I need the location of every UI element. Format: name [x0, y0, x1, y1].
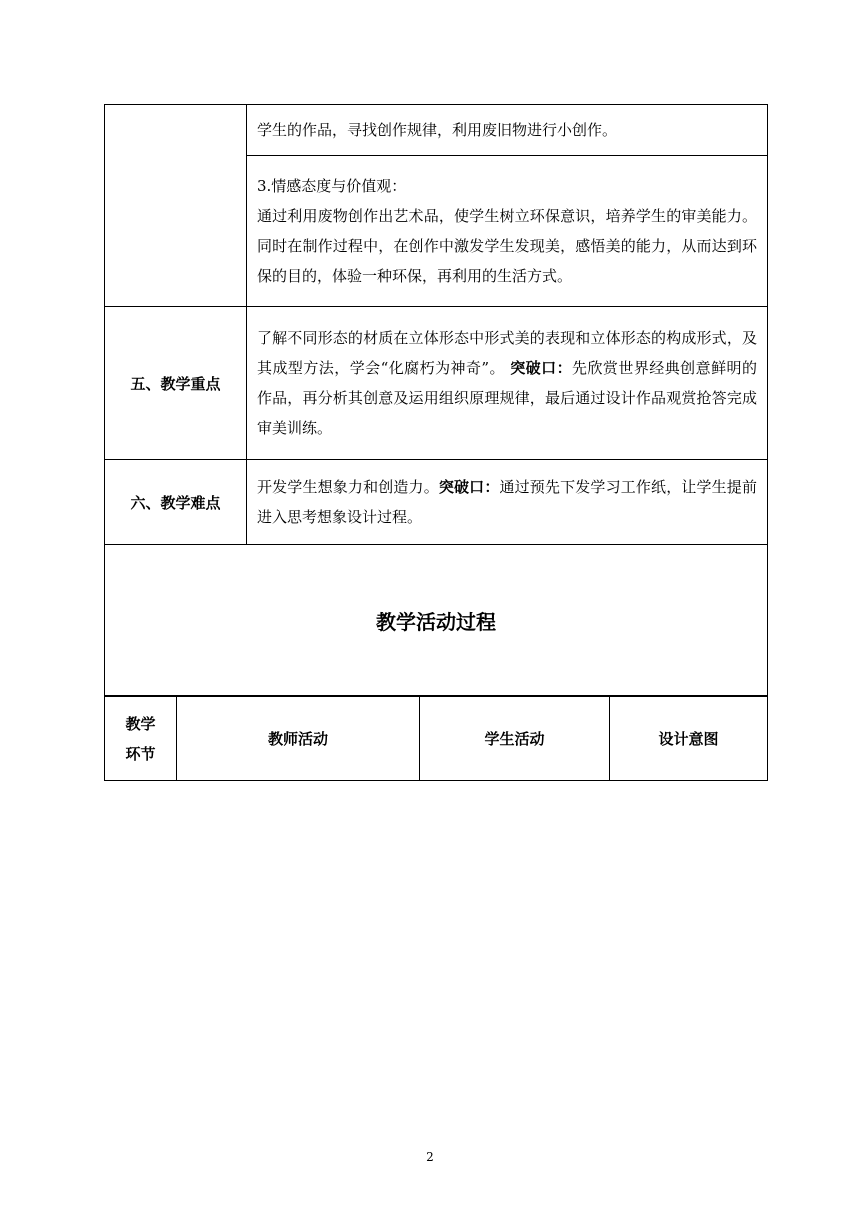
table-row — [105, 545, 768, 696]
header-stage-line2: 环节 — [125, 744, 156, 763]
difficulty-text-after: 通过预先下发学习工作纸，让学生提前进入思考想象设计过程。 — [257, 478, 757, 526]
key-point-text — [257, 323, 757, 443]
key-point-cell — [247, 307, 768, 460]
process-title: 教学活动过程 — [105, 545, 768, 696]
difficulty-breakthrough-label: 突破口： — [438, 478, 500, 496]
key-point-text-after: 先欣赏世界经典创意鲜明的作品，再分析其创意及运用组织原理规律，最后通过设计作品观赏抢答完成审美训练。 — [257, 359, 757, 437]
header-stage — [105, 697, 177, 781]
objectives-continued-cell — [247, 105, 768, 156]
emotion-title: 3.情感态度与价值观： — [257, 177, 407, 195]
header-stage-line1: 教学 — [125, 714, 156, 733]
header-student-activity: 学生活动 — [420, 697, 610, 781]
table-row — [105, 697, 768, 781]
table-row — [105, 460, 768, 545]
table-row — [105, 105, 768, 156]
header-design-intent: 设计意图 — [610, 697, 768, 781]
key-point-breakthrough-label: 突破口： — [510, 359, 573, 377]
lesson-plan-table — [104, 104, 768, 696]
objectives-line: 学生的作品，寻找创作规律，利用废旧物进行小创作。 — [257, 121, 618, 139]
difficulty-text — [257, 472, 757, 532]
key-point-text-before: 了解不同形态的材质在立体形态中形式美的表现和立体形态的构成形式，及其成型方法，学会“化腐朽为神奇”。 — [257, 329, 757, 377]
emotion-cell — [247, 156, 768, 307]
emotion-text: 通过利用废物创作出艺术品，使学生树立环保意识，培养学生的审美能力。同时在制作过程中，在创作中激发学生发现美，感悟美的能力，从而达到环保的目的，体验一种环保，再利用的生活方式。 — [257, 207, 757, 285]
process-header-table — [104, 696, 768, 781]
table-row — [105, 307, 768, 460]
difficulty-label: 六、教学难点 — [105, 460, 247, 545]
page-number: 2 — [426, 1150, 434, 1164]
difficulty-cell — [247, 460, 768, 545]
header-teacher-activity: 教师活动 — [177, 697, 420, 781]
key-point-label: 五、教学重点 — [105, 307, 247, 460]
empty-label-cell — [105, 105, 247, 307]
difficulty-text-before: 开发学生想象力和创造力。 — [257, 478, 439, 496]
